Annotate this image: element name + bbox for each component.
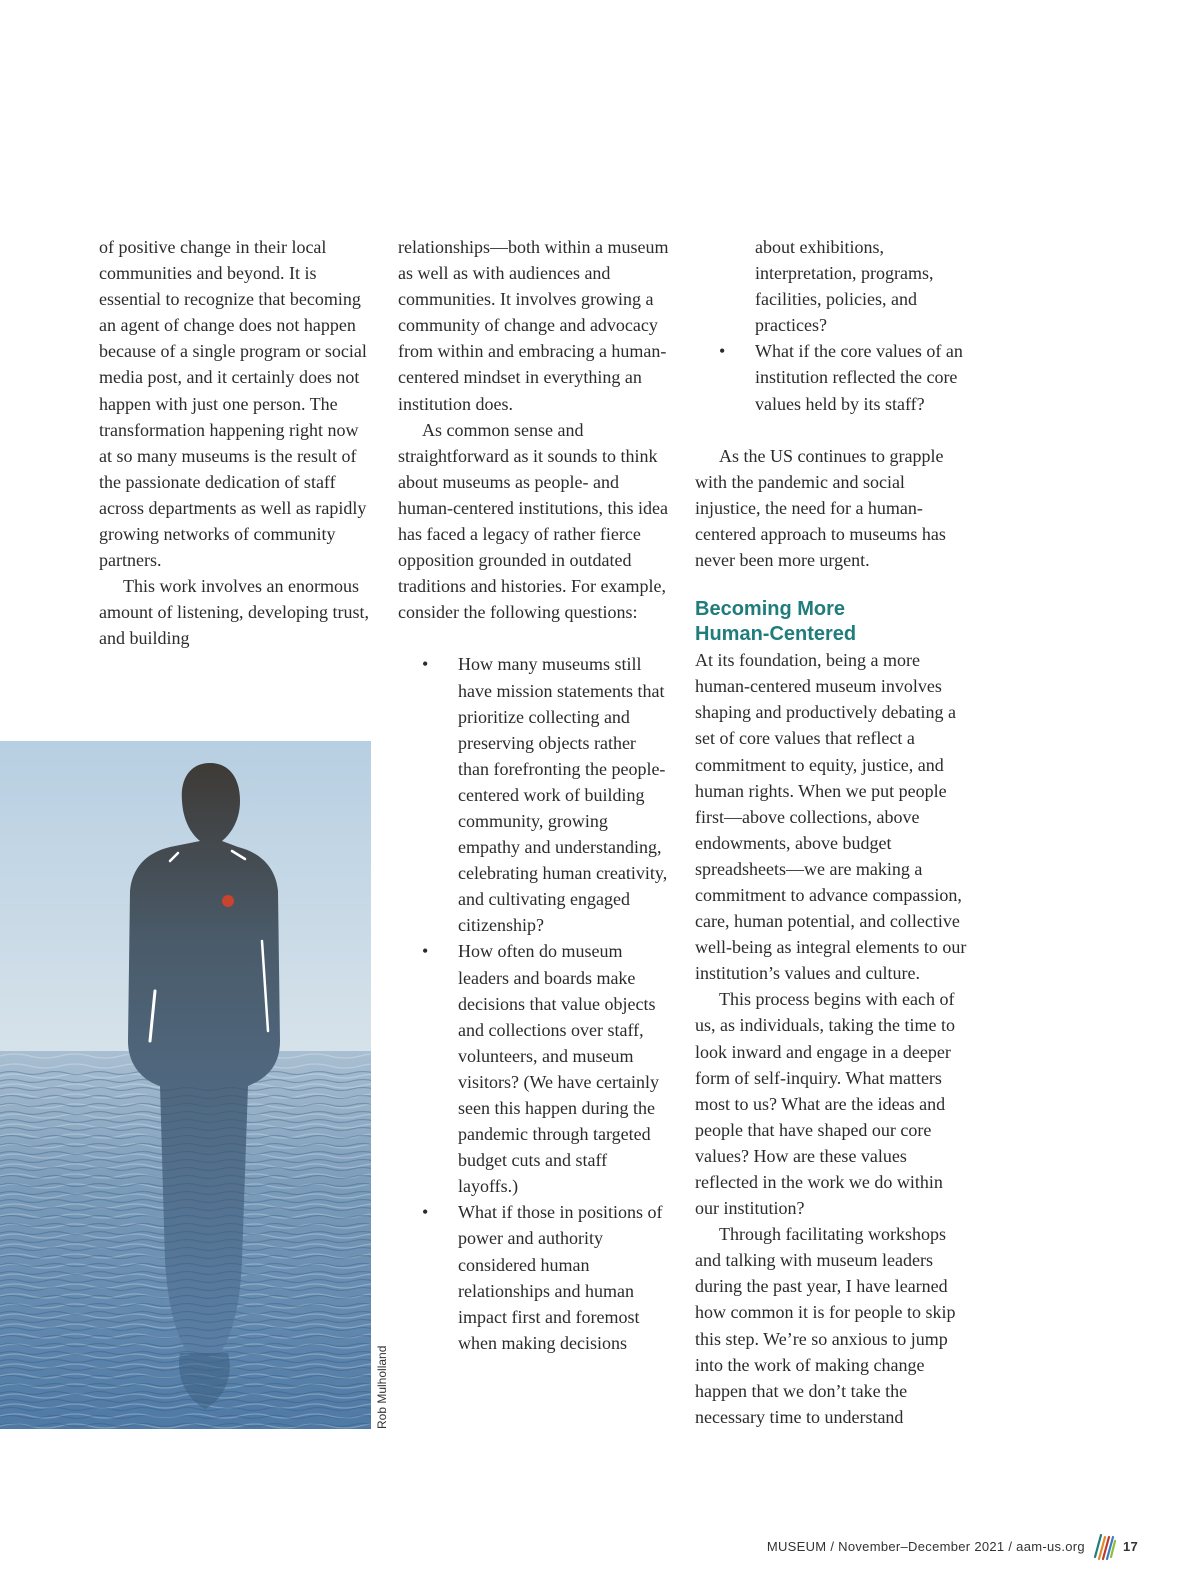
column-1	[99, 234, 374, 652]
bullet-icon: •	[719, 341, 726, 362]
list-item	[398, 938, 670, 1199]
body-paragraph: As the US continues to grapple with the pandemic and social injustice, the need for a human-centered approach to museums has never been more urgent.	[695, 445, 946, 571]
sculpture-photo	[0, 741, 371, 1429]
bullet-icon: •	[422, 1202, 429, 1223]
body-paragraph: This work involves an enormous amount of listening, developing trust, and building	[99, 576, 369, 649]
list-item-text: What if those in positions of power and authority considered human relationships and human impact first and foremost when making decisions	[458, 1202, 663, 1353]
list-item	[695, 338, 970, 416]
aam-logo-icon	[1091, 1531, 1117, 1561]
spacer	[695, 573, 970, 597]
body-paragraph: relationships—both within a museum as well as with audiences and communities. It involves growing a community of change and advocacy from within and embracing a human-centered mindset in everything an institution does.	[398, 237, 669, 414]
section-heading: Becoming More Human-Centered	[695, 598, 857, 646]
list-item-text: What if the core values of an institution reflected the core values held by its staff?	[755, 341, 963, 414]
question-list	[398, 651, 670, 1356]
list-item-text: How often do museum leaders and boards make decisions that value objects and collections over staff, volunteers, and museum visitors? (We have certainly seen this happen during the pandemic through targeted budget cuts and staff layoffs.)	[458, 941, 659, 1197]
bullet-icon: •	[422, 941, 429, 962]
bullet-icon: •	[422, 654, 429, 675]
spacer	[695, 417, 970, 443]
list-item	[398, 651, 670, 938]
body-paragraph: This process begins with each of us, as individuals, taking the time to look inward and engage in a deeper form of self-inquiry. What matters most to us? What are the ideas and people that have shaped our core values? How are these values reflected in the work we do within our institution?	[695, 989, 955, 1219]
column-2	[398, 234, 670, 1356]
page-footer	[767, 1531, 1138, 1561]
question-list-continued	[695, 338, 970, 416]
body-paragraph: As common sense and straightforward as it sounds to think about museums as people- and human-centered institutions, this idea has faced a legacy of rather fierce opposition grounded in outdated traditions and histories. For example, consider the following questions:	[398, 419, 668, 623]
page-number: 17	[1122, 1538, 1138, 1554]
sculpture-in-water-image	[0, 741, 371, 1429]
list-item-continuation: about exhibitions, interpretation, programs, facilities, policies, and practices?	[755, 237, 934, 336]
body-paragraph: of positive change in their local communities and beyond. It is essential to recognize that becoming an agent of change does not happen because of a single program or social media post, and it certainly does not happen with just one person. The transformation happening right now at so many museums is the result of the passionate dedication of staff across departments as well as rapidly growing networks of community partners.	[99, 237, 367, 571]
column-3	[695, 234, 970, 1430]
spacer	[398, 625, 670, 651]
body-paragraph: At its foundation, being a more human-centered museum involves shaping and productively debating a set of core values that reflect a commitment to equity, justice, and human rights. When we put people first—above collections, above endowments, above budget spreadsheets—we are making a commitment to advance compassion, care, human potential, and collective well-being as integral elements to our institution’s values and culture.	[695, 650, 967, 984]
list-item	[398, 1199, 670, 1356]
list-item-text: How many museums still have mission statements that prioritize collecting and preserving objects rather than forefronting the people-centered work of building community, growing empathy and understanding, celebrating human creativity, and cultivating engaged citizenship?	[458, 654, 668, 936]
photo-credit: Rob Mulholland	[375, 1345, 389, 1429]
footer-text: MUSEUM / November–December 2021 / aam-us.org	[766, 1538, 1085, 1554]
body-paragraph: Through facilitating workshops and talking with museum leaders during the past year, I have learned how common it is for people to skip this step. We’re so anxious to jump into the work of making change happen that we don’t take the necessary time to understand	[695, 1224, 956, 1427]
